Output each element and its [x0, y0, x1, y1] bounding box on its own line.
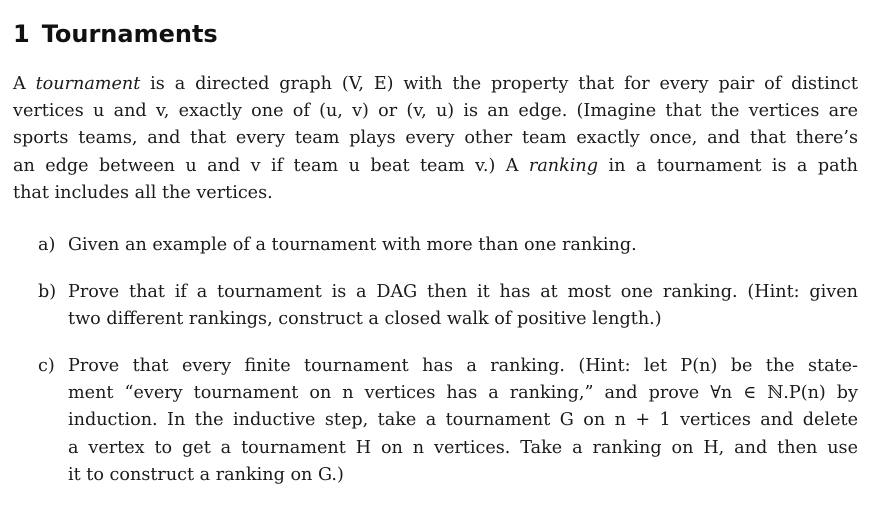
item-text: Prove that every finite tournament has a ranking. (Hint: let P(n) be the state- ment “every tournament on n vertices has a ranking,” and prove ∀n ∈ ℕ.P(n) by induction. In the inductive step, take a tournament G on n + 1 vertices and delete a vertex to get a tournament H on n vertices. Take a ranking on H, and then use it to construct a ranking on G.)	[68, 356, 858, 485]
item-label: b)	[38, 282, 57, 302]
section-title: Tournaments	[41, 20, 218, 48]
section-number: 1	[13, 20, 30, 48]
intro-line-4: an edge between u and v if team u beat team v.) A ranking in a tournament is a path	[13, 155, 858, 176]
term-tournament: tournament	[35, 74, 141, 94]
item-label: c)	[38, 356, 55, 376]
section-heading	[13, 18, 218, 50]
item-text: Given an example of a tournament with more than one ranking.	[68, 235, 637, 255]
intro-paragraph	[13, 71, 858, 207]
intro-line-2: vertices u and v, exactly one of (u, v) or (v, u) is an edge. (Imagine that the vertices are	[13, 101, 858, 122]
item-label: a)	[38, 235, 56, 255]
intro-line-3: sports teams, and that every team plays every other team exactly once, and that there’s	[13, 128, 858, 149]
intro-line-5: that includes all the vertices.	[13, 182, 273, 203]
term-ranking: ranking	[528, 155, 599, 176]
item-text: Prove that if a tournament is a DAG then it has at most one ranking. (Hint: given two different rankings, construct a closed walk of positive length.)	[68, 282, 858, 330]
intro-line-1: A tournament is a directed graph (V, E) with the property that for every pair of distinct	[13, 74, 858, 94]
